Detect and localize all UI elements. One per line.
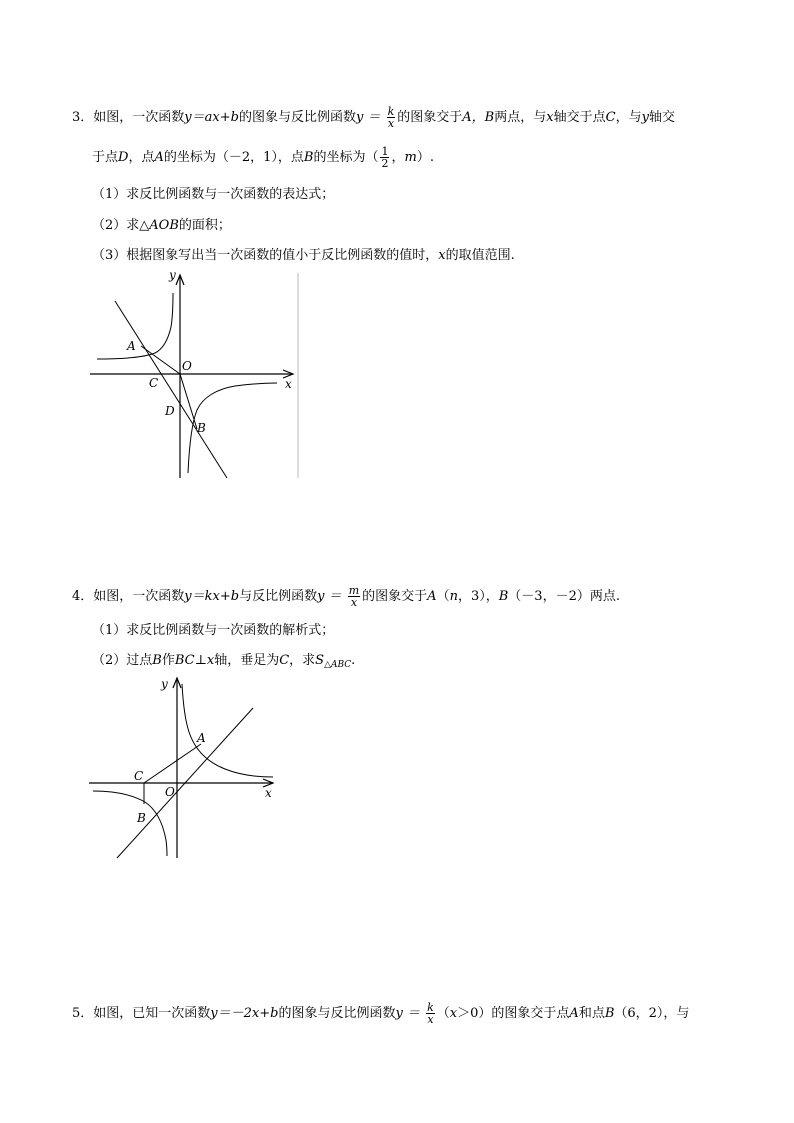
q3-fraction-k-over-x	[387, 106, 396, 129]
q3-text: 的图象与反比例函数	[238, 110, 356, 125]
q3-number: 3	[72, 110, 81, 125]
q3-text: 两点，与	[494, 110, 547, 125]
q4-hyperbola-branch-left	[93, 791, 167, 856]
q3-text: （2）求△	[92, 218, 150, 233]
q3-label-c: C	[149, 376, 159, 390]
q3-points: A，B	[462, 110, 495, 125]
q4-linear-equation: y＝kx+b	[184, 589, 240, 604]
q3-point-a: A	[154, 150, 164, 165]
q4-text: 与反比例函数	[239, 589, 318, 604]
q5-text: （	[436, 1006, 450, 1021]
q3-text: 的图象交于	[397, 110, 463, 125]
q3-text: 的取值范围.	[445, 248, 515, 263]
q3-fraction-half	[380, 146, 389, 169]
q4-label-x: x	[265, 786, 272, 800]
q3-text: ，与	[615, 110, 642, 125]
q3-var-m: m	[404, 150, 417, 165]
q3-point-c: C	[605, 110, 616, 125]
q3-y-equals: y ＝	[355, 110, 381, 125]
q5-text: 的图象与反比例函数	[278, 1006, 396, 1021]
q3-text: 轴交	[648, 110, 675, 125]
q3-part3	[92, 247, 515, 265]
q3-text: 于点	[92, 150, 119, 165]
q4-part1: （1）求反比例函数与一次函数的解析式；	[92, 623, 335, 638]
q4-var-n: n	[449, 589, 458, 604]
q3-text: （3）根据图象写出当一次函数的值小于反比例函数的值时，	[92, 248, 439, 263]
q5-var-x: x	[449, 1006, 458, 1021]
q4-label-y: y	[161, 677, 168, 691]
q5-point-b: B	[604, 1006, 615, 1021]
q4-text: 的图象交于	[362, 589, 428, 604]
q4-text: 作	[161, 653, 175, 668]
q3-figure	[85, 265, 305, 480]
q4-text: ．如图，一次函数	[80, 589, 185, 604]
q4-point-c: C	[279, 653, 290, 668]
q3-linear-equation: y＝ax+b	[184, 110, 239, 125]
fraction-numerator: k	[427, 1001, 434, 1014]
q3-label-y: y	[169, 268, 176, 282]
q3-var-x: x	[438, 248, 446, 263]
q3-var-x: x	[546, 110, 554, 125]
q3-text: ，点	[128, 150, 155, 165]
q4-text: （－3，－2）两点.	[508, 589, 620, 604]
q4-text: ，求	[289, 653, 316, 668]
q3-line1	[72, 106, 675, 129]
q3-label-b: B	[197, 421, 206, 435]
fraction-denominator: 2	[381, 157, 389, 170]
q3-segment-oa	[141, 346, 180, 374]
q3-text: 轴交于点	[553, 110, 606, 125]
q5-text: 和点	[578, 1006, 605, 1021]
q3-point-b: B	[303, 150, 314, 165]
q4-point-a: A	[427, 589, 437, 604]
q4-label-a: A	[197, 731, 206, 745]
q3-line2	[92, 146, 434, 169]
q5-linear-equation: y＝－2x+b	[210, 1006, 279, 1021]
q4-label-c: C	[134, 769, 144, 783]
q4-number: 4	[72, 589, 81, 604]
q4-area-symbol: S	[315, 653, 325, 668]
q3-text: 的坐标为（	[313, 150, 379, 165]
q3-text: 的面积；	[178, 218, 231, 233]
fraction-denominator: x	[387, 117, 395, 130]
q3-part2	[92, 217, 231, 235]
q4-text: .	[351, 653, 356, 668]
q3-label-d: D	[165, 404, 175, 418]
q4-perp-symbol: ⊥	[194, 653, 207, 668]
q3-text: ．如图，一次函数	[80, 110, 185, 125]
q4-segment-bc: BC	[174, 653, 195, 668]
fraction-numerator: m	[348, 584, 360, 597]
q4-var-x: x	[206, 653, 215, 668]
fraction-numerator: k	[387, 105, 395, 118]
q3-text: ）.	[416, 150, 434, 165]
q4-segment-ac	[144, 744, 201, 783]
q4-part2	[92, 652, 355, 674]
q3-text: ，	[391, 150, 405, 165]
fraction-denominator: x	[348, 596, 360, 608]
q4-fraction-m-over-x	[348, 585, 360, 608]
q5-y-equals: y ＝	[395, 1006, 420, 1021]
q4-label-b: B	[137, 811, 146, 825]
fraction-numerator: 1	[381, 145, 389, 158]
q3-label-x: x	[285, 377, 292, 391]
q4-area-subscript: △ABC	[324, 660, 352, 670]
q5-text: ．如图，已知一次函数	[80, 1006, 211, 1021]
q3-label-o: O	[182, 359, 192, 373]
q4-text: 轴，垂足为	[214, 653, 280, 668]
q4-text: （	[436, 589, 450, 604]
q5-fraction-k-over-x	[426, 1002, 435, 1025]
q5-point-a: A	[569, 1006, 579, 1021]
q3-label-a: A	[127, 339, 136, 353]
q4-hyperbola-branch-right	[182, 684, 273, 777]
q4-text: ，3），	[457, 589, 499, 604]
q5-line1	[72, 1002, 689, 1025]
q4-figure	[85, 672, 285, 862]
q4-y-equals: y ＝	[317, 589, 342, 604]
q5-text: （6，2），与	[614, 1006, 690, 1021]
q4-text: （2）过点	[92, 653, 153, 668]
q4-point-b: B	[152, 653, 162, 668]
q4-line1	[72, 585, 620, 608]
q3-segment-ob	[180, 374, 197, 429]
q4-label-o: O	[165, 785, 175, 799]
q5-number: 5	[72, 1006, 81, 1021]
fraction-denominator: x	[427, 1013, 434, 1026]
q3-part1: （1）求反比例函数与一次函数的表达式；	[92, 187, 335, 202]
q3-var-y: y	[641, 110, 649, 125]
q5-text: ＞0）的图象交于点	[457, 1006, 570, 1021]
q3-triangle-aob: AOB	[149, 218, 179, 233]
q3-text: 的坐标为（－2，1），点	[163, 150, 304, 165]
q4-point-b: B	[498, 589, 509, 604]
q3-point-d: D	[118, 150, 129, 165]
